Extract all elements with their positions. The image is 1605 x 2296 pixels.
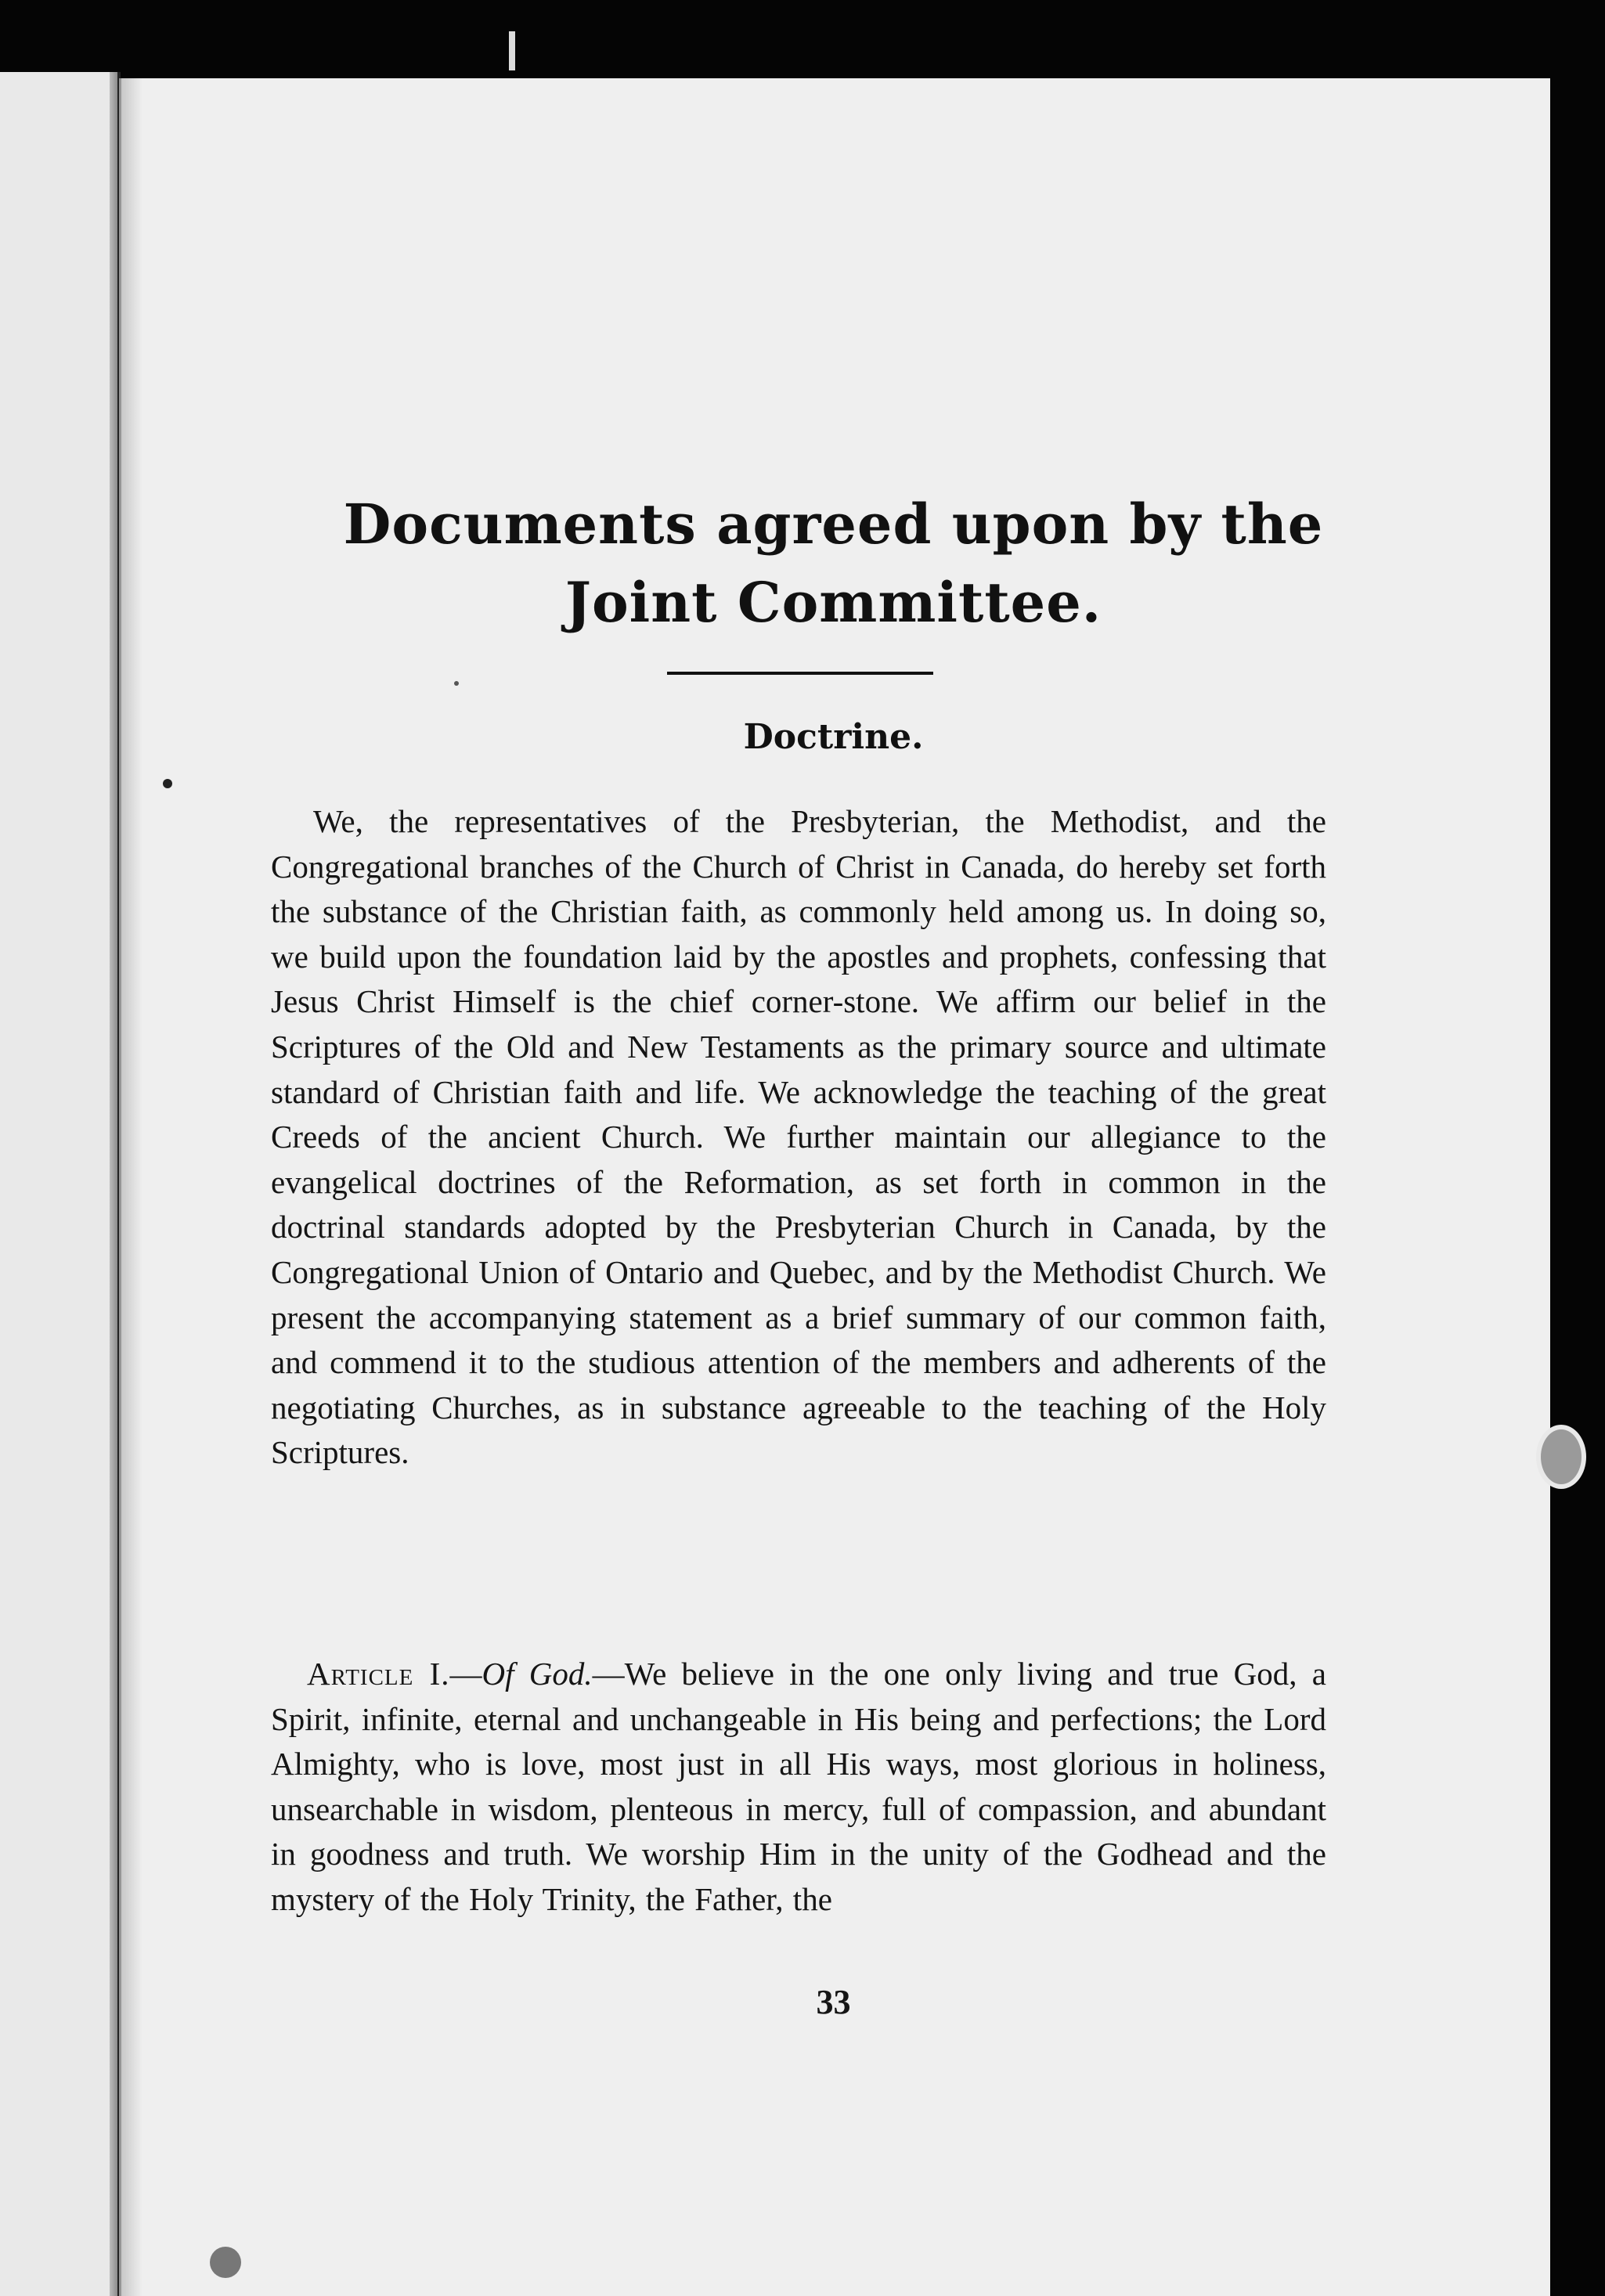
page-title	[119, 485, 1548, 642]
scan-artifact	[210, 2247, 241, 2278]
title-divider	[667, 672, 933, 675]
scan-artifact	[454, 681, 459, 686]
article-text: We believe in the one only living and true God, a Spirit, infinite, eternal and unchangeable in His being and perfections; the Lord Almighty, who is love, most just in all His ways, most glorious in holiness, unsearchable in wisdom, plenteous in mercy, full of compassion, and abundant in goodness and truth. We worship Him in the unity of the Godhead and the mystery of the Holy Trinity, the Father, the	[271, 1656, 1326, 1917]
facing-page-edge	[0, 72, 121, 2296]
scan-artifact	[163, 779, 172, 788]
page-gutter-shadow	[119, 78, 142, 2296]
article-dash: —	[449, 1656, 482, 1692]
scan-artifact	[509, 31, 515, 70]
article-dash: —	[592, 1656, 625, 1692]
doctrine-paragraph: We, the representatives of the Presbyterian, the Methodist, and the Congregational branches of the Church of Christ in Canada, do hereby set forth the substance of the Christian faith, as commonly held among us. In doing so, we build upon the foundation laid by the apostles and prophets, confessing that Jesus Christ Himself is the chief corner-stone. We affirm our belief in the Scriptures of the Old and New Testaments as the primary source and ultimate standard of Christian faith and life. We acknowledge the teaching of the great Creeds of the ancient Church. We further maintain our allegiance to the evangelical doctrines of the Reformation, as set forth in common in the doctrinal standards adopted by the Presbyterian Church in Canada, by the Congregational Union of Ontario and Quebec, and by the Methodist Church. We present the accompanying statement as a brief summary of our common faith, and commend it to the studious attention of the members and adherents of the negotiating Churches, as in substance agreeable to the teaching of the Holy Scriptures.	[271, 803, 1326, 1471]
article-title: Of God.	[482, 1656, 593, 1692]
page-number: 33	[816, 1983, 851, 2021]
article-paragraph	[271, 1652, 1326, 1923]
title-line-2: Joint Committee.	[564, 570, 1102, 635]
scan-artifact	[1536, 1425, 1586, 1489]
title-line-1: Documents agreed upon by the	[343, 492, 1324, 557]
page-gutter	[110, 72, 117, 2296]
section-heading: Doctrine.	[743, 717, 924, 757]
article-label: Article I.	[307, 1656, 450, 1692]
